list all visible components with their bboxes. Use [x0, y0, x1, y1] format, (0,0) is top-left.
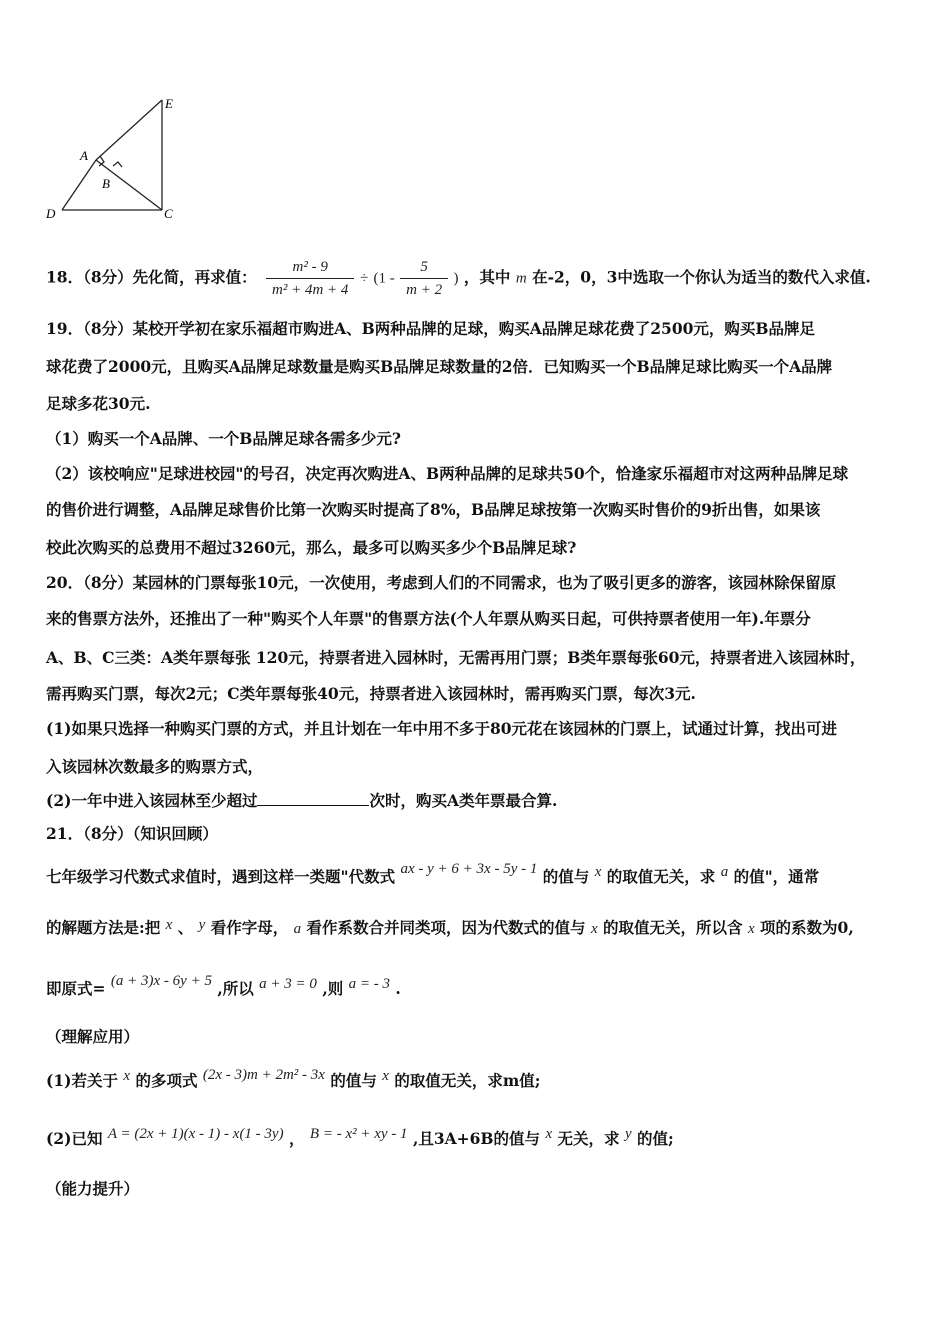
q21-r1-expr: ax - y + 6 + 3x - 5y - 1	[400, 861, 538, 877]
q18-intro: 18．（8分）先化简，再求值：	[46, 267, 257, 287]
q18-frac2-num: 5	[400, 256, 448, 279]
q19-line-6: 的售价进行调整，A品牌足球售价比第一次购买时提高了8%，B品牌足球按第一次购买时售价的9折出售，如果该	[46, 500, 821, 519]
q21-p1-expr: (2x - 3)m + 2m² - 3x	[202, 1067, 325, 1083]
q18-fraction	[266, 256, 354, 301]
q21-recall-line-1	[46, 861, 820, 889]
q19-line-3: 足球多花30元.	[46, 394, 151, 413]
q19-line-7: 校此次购买的总费用不超过3260元，那么，最多可以购买多少个B品牌足球?	[46, 538, 577, 557]
q21-r2-y: y	[198, 917, 206, 933]
q19-line-5: （2）该校响应"足球进校园"的号召，决定再次购进A、B两种品牌的足球共50个，恰逢家乐福超市对这两种品牌足球	[46, 464, 849, 483]
label-e: E	[165, 96, 173, 111]
q19-line-2: 球花费了2000元，且购买A品牌足球数量是购买B品牌足球数量的2倍．已知购买一个B品牌足球比购买一个A品牌	[46, 357, 833, 376]
q21-r2c: 看作字母，	[210, 918, 289, 937]
q19-line-4: （1）购买一个A品牌、一个B品牌足球各需多少元?	[46, 429, 401, 448]
q21-r1d: 的值"，通常	[733, 867, 820, 886]
q21-sub-understand: （理解应用）	[46, 1027, 140, 1046]
q18-var-m: m	[515, 270, 527, 287]
q21-p2-x: x	[545, 1126, 553, 1142]
q19-line-1: 19．（8分）某校开学初在家乐福超市购进A、B两种品牌的足球，购买A品牌足球花费了2500元，购买B品牌足	[46, 319, 816, 338]
right-angle-mark-b	[113, 162, 122, 167]
q21-r3d: .	[395, 979, 401, 998]
q21-p2-a-expr: A = (2x + 1)(x - 1) - x(1 - 3y)	[107, 1126, 284, 1142]
q18-line	[46, 256, 871, 301]
q21-r3a: 即原式=	[46, 979, 106, 998]
q21-r3-expr2: a + 3 = 0	[259, 976, 317, 992]
label-a: A	[80, 148, 88, 163]
q18-tail: 在-2，0，3中选取一个你认为适当的数代入求值.	[532, 267, 871, 287]
segment-ea	[96, 100, 162, 160]
q21-r3-expr3: a = - 3	[348, 976, 391, 992]
q20-line-7a: (2)一年中进入该园林至少超过	[46, 791, 258, 810]
q21-part2	[46, 1128, 674, 1151]
q21-r2-x: x	[165, 917, 173, 933]
q21-r2b: 、	[177, 918, 194, 937]
q21-p2d: 无关，求	[557, 1129, 620, 1148]
q21-p1b: 的多项式	[135, 1071, 198, 1090]
q21-r1-x: x	[594, 864, 602, 880]
q21-r1a: 七年级学习代数式求值时，遇到这样一类题"代数式	[46, 867, 396, 886]
q21-p1a: (1)若关于	[46, 1071, 118, 1090]
q21-p1d: 的取值无关，求m值;	[394, 1071, 541, 1090]
q20-line-3: A、B、C三类：A类年票每张 120元，持票者进入园林时，无需再用门票；B类年票每张60元，持票者进入该园林时，	[46, 648, 866, 667]
q21-sub-improve: （能力提升）	[46, 1179, 140, 1198]
q18-frac-den: m² + 4m + 4	[272, 282, 349, 298]
q20-line-5: (1)如果只选择一种购买门票的方式，并且计划在一年中用不多于80元花在该园林的门票上，试通过计算，找出可进	[46, 719, 838, 738]
label-b: B	[102, 176, 110, 191]
q21-p2-b-expr: B = - x² + xy - 1	[309, 1126, 408, 1142]
q21-r2-a: a	[293, 921, 302, 937]
q20-line-4: 需再购买门票，每次2元；C类年票每张40元，持票者进入该园林时，需再购买门票，每次3元.	[46, 684, 696, 703]
geometry-figure	[40, 92, 190, 227]
q20-line-7	[46, 790, 557, 812]
q18-frac-num: m² - 9	[266, 256, 354, 279]
q21-recall-line-3	[46, 973, 401, 1001]
q18-fraction2	[400, 256, 448, 301]
q21-r3b: ,所以	[217, 979, 254, 998]
q20-line-7b: 次时，购买A类年票最合算.	[369, 791, 558, 810]
q21-r3-expr: (a + 3)x - 6y + 5	[110, 973, 212, 989]
q18-mid: ，其中	[463, 267, 511, 287]
q18-div: ÷	[359, 270, 369, 287]
q21-p1c: 的值与	[330, 1071, 377, 1090]
q21-r2e: 的取值无关，所以含	[603, 918, 743, 937]
q21-p2a: (2)已知	[46, 1129, 103, 1148]
q21-p1-x: x	[123, 1068, 131, 1084]
q21-p2-y: y	[624, 1126, 632, 1142]
q20-line-2: 来的售票方法外，还推出了一种"购买个人年票"的售票方法(个人年票从购买日起，可供持票者使用一年).年票分	[46, 609, 811, 628]
q21-r2f: 项的系数为0,	[760, 918, 854, 937]
q21-p2e: 的值;	[637, 1129, 674, 1148]
segment-da	[62, 160, 96, 210]
q20-line-1: 20．（8分）某园林的门票每张10元，一次使用，考虑到人们的不同需求，也为了吸引更多的游客，该园林除保留原	[46, 573, 837, 592]
q21-p2b: ，	[289, 1129, 305, 1148]
q21-r3c: ,则	[322, 979, 344, 998]
q21-r2d: 看作系数合并同类项，因为代数式的值与	[306, 918, 586, 937]
label-d: D	[46, 206, 56, 221]
q21-p2c: ,且3A+6B的值与	[412, 1129, 541, 1148]
q20-answer-blank[interactable]	[257, 791, 369, 806]
q21-r2-x2: x	[590, 921, 598, 937]
q18-frac2-den: m + 2	[406, 282, 443, 298]
q21-recall-line-2	[46, 917, 854, 940]
label-c: C	[164, 206, 173, 221]
q21-part1	[46, 1067, 541, 1093]
q20-line-6: 入该园林次数最多的购票方式，	[46, 757, 264, 776]
q18-paren-open: (1 -	[373, 270, 395, 287]
q21-r1-a: a	[720, 864, 729, 880]
q21-r2a: 的解题方法是:把	[46, 918, 161, 937]
q21-title: 21．（8分）（知识回顾）	[46, 824, 218, 843]
q21-r2-x3: x	[747, 921, 755, 937]
q21-r1b: 的值与	[542, 867, 590, 886]
right-angle-mark-a	[99, 156, 104, 166]
q18-paren-close: )	[453, 270, 459, 287]
q21-p1-x2: x	[382, 1068, 389, 1084]
q21-r1c: 的取值无关，求	[606, 867, 716, 886]
